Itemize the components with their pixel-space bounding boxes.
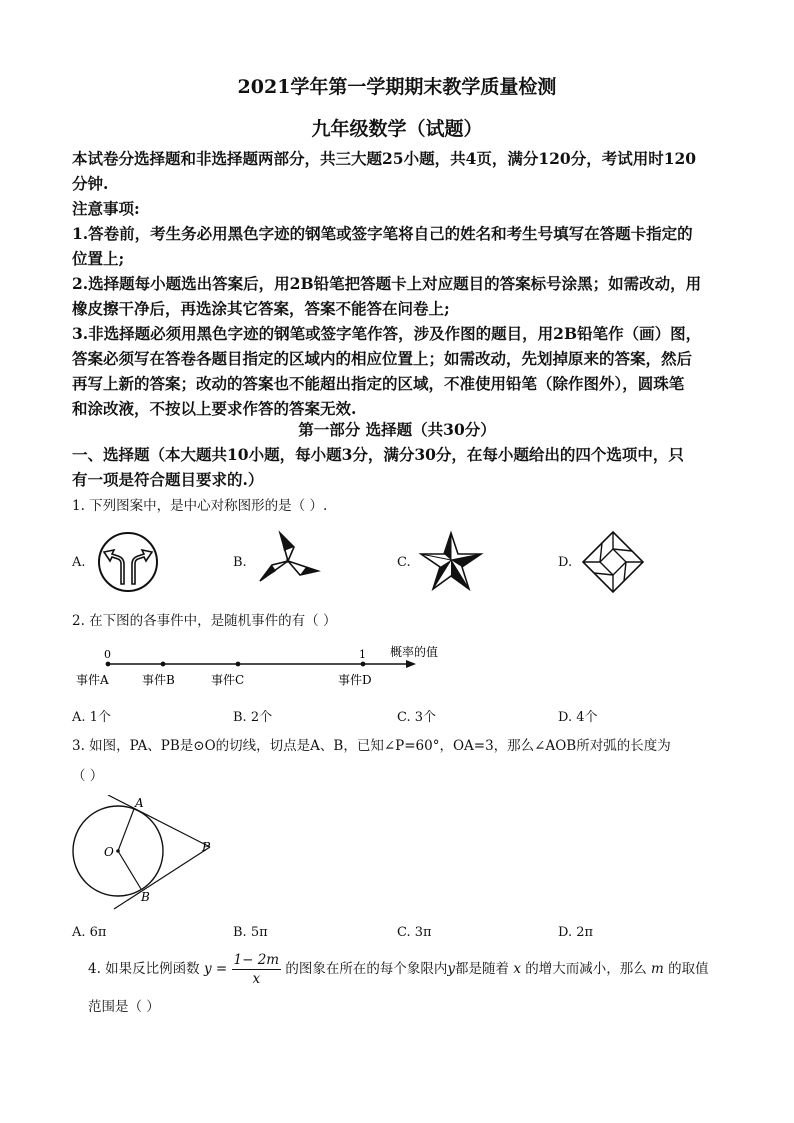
exam-title: 2021学年第一学期期末教学质量检测 (237, 76, 557, 98)
q4-numerator: 1− 2m (233, 952, 280, 968)
intro-line: 分钟. (72, 174, 109, 193)
notice-item-1-cont: 位置上; (72, 249, 125, 268)
q3-option-a: A. 6π (72, 925, 107, 940)
q1-option-b-label: B. (233, 555, 247, 570)
q1-option-d-label: D. (558, 555, 573, 570)
exam-subtitle: 九年级数学（试题） (311, 118, 483, 140)
q1-option-d-figure (580, 529, 646, 595)
label-p: P (202, 840, 211, 854)
intro-block (72, 146, 722, 421)
probability-number-line (70, 640, 470, 692)
notice-item-3-cont: 和涂改液，不按以上要求作答的答案无效. (72, 399, 357, 418)
question-3-bracket: （ ） (72, 768, 104, 784)
q4-text-part: 都是随着 (455, 961, 510, 977)
q1-option-a-figure (96, 530, 160, 594)
event-d-label: 事件D (338, 673, 372, 687)
event-b-label: 事件B (142, 673, 175, 687)
q4-fraction (232, 951, 282, 988)
notice-item-1: 1.答卷前，考生务必用黑色字迹的钢笔或签字笔将自己的姓名和考生号填写在答题卡指定的 (72, 224, 693, 243)
q1-option-c-figure (418, 530, 484, 594)
q2-option-c: C. 3个 (397, 710, 437, 725)
section-desc-line: 一、选择题（本大题共10小题，每小题3分，满分30分，在每小题给出的四个选项中，只 (72, 445, 684, 464)
question-1-text: 1. 下列图案中，是中心对称图形的是（ ）. (72, 498, 328, 514)
label-o: O (104, 845, 114, 859)
event-b-point (161, 662, 166, 667)
q3-circle-tangent-figure (68, 795, 228, 913)
q2-option-b: B. 2个 (233, 710, 273, 725)
event-c-label: 事件C (211, 673, 245, 687)
notice-item-3-cont: 答案必须写在答卷各题目指定的区域内的相应位置上；如需改动，先划掉原来的答案，然后 (72, 349, 693, 368)
notice-item-3-cont: 再写上新的答案；改动的答案也不能超出指定的区域，不准使用铅笔（除作图外），圆珠笔 (72, 374, 685, 393)
notice-item-2-cont: 橡皮擦干净后，再选涂其它答案，答案不能答在问卷上; (72, 299, 450, 318)
axis-label: 概率的值 (390, 645, 439, 659)
notice-item-2: 2.选择题每小题选出答案后，用2B铅笔把答题卡上对应题目的答案标号涂黑；如需改动，用 (72, 274, 702, 293)
q3-option-d: D. 2π (558, 925, 594, 940)
section-description (72, 442, 722, 492)
notice-item-3: 3.非选择题必须用黑色字迹的钢笔或签字笔作答，涉及作图的题目，用2B铅笔作（画）图， (72, 324, 702, 343)
q3-option-c: C. 3π (397, 925, 432, 940)
tick-one: 1 (359, 648, 366, 661)
intro-line: 本试卷分选择题和非选择题两部分，共三大题25小题，共4页，满分120分，考试用时120 (72, 149, 697, 168)
q2-option-d: D. 4个 (558, 710, 598, 725)
section-heading: 第一部分 选择题（共30分） (298, 420, 496, 439)
q2-option-a: A. 1个 (72, 710, 111, 725)
question-2-text: 2. 在下图的各事件中，是随机事件的有（ ） (72, 613, 337, 629)
label-b: B (141, 890, 150, 904)
event-c-point (236, 662, 241, 667)
q4-denominator: x (252, 971, 261, 987)
question-4-text (88, 950, 738, 988)
notice-title: 注意事项: (72, 199, 140, 218)
event-d-point (361, 662, 366, 667)
q3-option-b: B. 5π (233, 925, 268, 940)
q1-option-c-label: C. (397, 555, 411, 570)
q4-prefix: 4. 如果反比例函数 (88, 961, 200, 977)
section-desc-line: 有一项是符合题目要求的.） (72, 470, 264, 489)
q1-option-b-figure (254, 527, 324, 593)
q4-function-y: y = (203, 961, 228, 977)
q4-suffix: 的取值 (668, 961, 709, 977)
question-4-line2: 范围是（ ） (88, 999, 160, 1015)
q4-text-part: 的增大而减小，那么 (525, 961, 647, 977)
question-3-text: 3. 如图，PA、PB是⊙O的切线，切点是A、B，已知∠P=60°，OA=3，那么∠AOB所对弧的长度为 (72, 738, 671, 754)
q4-var-y: y (447, 961, 456, 977)
q1-option-a-label: A. (72, 555, 86, 570)
label-a: A (135, 796, 144, 810)
event-a-label: 事件A (76, 673, 109, 687)
q4-text-part: 的图象在所在的每个象限内 (285, 961, 448, 977)
q4-var-m: m (651, 961, 664, 977)
event-a-point (106, 662, 111, 667)
q4-var-x: x (513, 961, 521, 977)
tick-zero: 0 (104, 648, 111, 661)
